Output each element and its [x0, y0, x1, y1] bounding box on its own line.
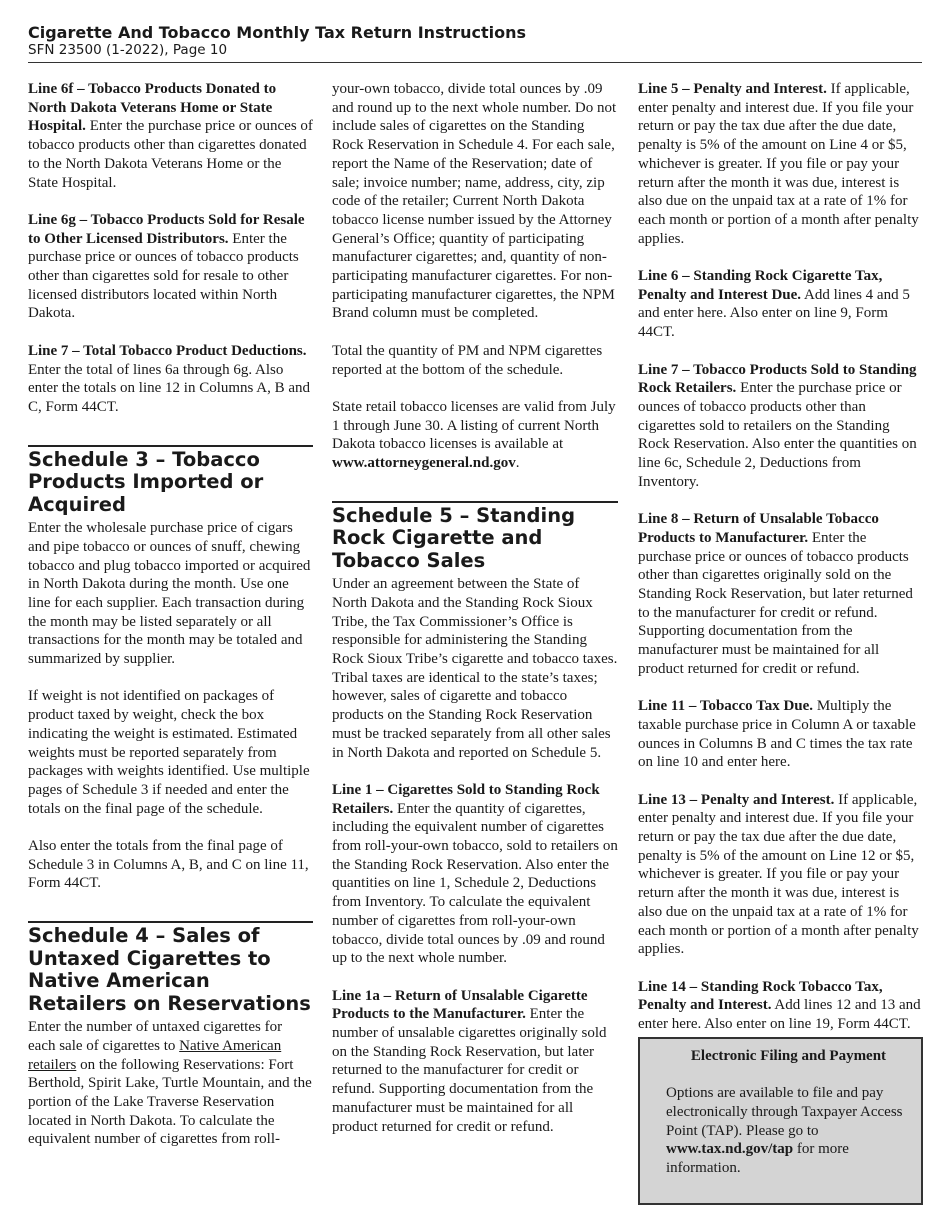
licenses-paragraph — [332, 398, 618, 473]
sr-line-5-body: If applicable, enter penalty and interest due. If you file your return or pay the tax due after the due date, penalty is 5% of the amount on Line 4 or $5, whichever is greater. If you file or pay your return after the month it was due, interest is also due on the unpaid tax at a rate of 1% for each month or portion of a month after penalty applies. — [638, 81, 919, 247]
native-american-retailers-link[interactable]: Native American retailers — [28, 1037, 282, 1073]
schedule-4-heading: Schedule 4 – Sales of Untaxed Cigarettes to Native American Retailers on Reservations — [28, 921, 313, 1015]
schedule-5-paragraph: Under an agreement between the State of North Dakota and the Standing Rock Sioux Tribe, the Tax Commissioner’s Office is responsible for administering the Standing Rock Sioux Tribe’s cigarette and tobacco taxes. Tribal taxes are identical to the state’s taxes; however, sales of cigarette and tobacco products on the Standing Rock Reservation must be tracked separately from all other sales in North Dakota and reported on Schedule 5. — [332, 576, 618, 761]
line-1a-paragraph — [332, 987, 618, 1137]
schedule-4-paragraph — [28, 1018, 313, 1149]
sr-line-11-heading: Line 11 – Tobacco Tax Due. — [638, 698, 814, 715]
line-6g-paragraph — [28, 211, 313, 323]
sr-line-7-body: Enter the purchase price or ounces of tobacco products other than cigarettes sold to retailers on the Standing Rock Reservation. Also enter the quantities on line 6c, Schedule 2, Deductions from Inventory. — [638, 380, 917, 490]
electronic-filing-title: Electronic Filing and Payment — [690, 1047, 887, 1064]
licenses-text: State retail tobacco licenses are valid from July 1 through June 30. A listing of current North Dakota tobacco licenses is available at — [332, 398, 616, 453]
line-1-heading: Line 1 – Cigarettes Sold to Standing Rock Retailers. — [332, 781, 600, 817]
line-6g-body: Enter the purchase price or ounces of tobacco products other than cigarettes sold for resale to other licensed distributors located within North Dakota. — [28, 230, 299, 322]
electronic-filing-text: Options are available to file and pay electronically through Taxpayer Access Point (TAP). Please go to — [666, 1085, 903, 1139]
schedule-3-paragraph-3: Also enter the totals from the final page of Schedule 3 in Columns A, B, and C on line 11, Form 44CT. — [28, 838, 309, 892]
schedule-4-text-after: on the following Reservations: Fort Berthold, Spirit Lake, Turtle Mountain, and the portion of the Lake Traverse Reservation located in North Dakota. To calculate the equivalent number of cigarettes from roll- — [28, 1056, 312, 1148]
schedule-3-paragraph-1: Enter the wholesale purchase price of cigars and pipe tobacco or ounces of snuff, chewing tobacco and plug tobacco imported or acquired in North Dakota during the month. Use one line for each supplier. Each transaction during the month may be listed separately or all transactions for the month may be totaled and summarized by supplier. — [28, 520, 311, 668]
electronic-filing-end: for more information. — [666, 1141, 849, 1176]
schedule-4-continued: your-own tobacco, divide total ounces by .09 and round up to the next whole number. Do not include sales of cigarettes on the Standing Rock Reservation in Schedule 4. For each sale, report the Name of the Reservation; date of sale; invoice number; name, address, city, zip code of the retailer; Current North Dakota tobacco license number issued by the Attorney General’s Office; quantity of participating manufacturer cigarettes; and, quantity of non-participating manufacturer cigarettes. For non-participating manufacturer cigarettes, the NPM Brand column must be completed. — [332, 81, 617, 322]
attorney-general-link[interactable]: www.attorneygeneral.nd.gov — [332, 455, 516, 472]
sr-line-14-body: Add lines 12 and 13 and enter here. Also enter on line 19, Form 44CT. — [638, 997, 921, 1033]
line-7-body: Enter the total of lines 6a through 6g. Also enter the totals on line 12 in Columns A, B and C, Form 44CT. — [28, 361, 311, 415]
sr-line-6-heading: Line 6 – Standing Rock Cigarette Tax, Penalty and Interest Due. — [638, 268, 883, 303]
electronic-filing-box — [638, 1037, 923, 1206]
line-6g-heading: Line 6g – Tobacco Products Sold for Resale to Other Licensed Distributors. — [28, 211, 305, 247]
line-1a-body: Enter the number of unsalable cigarettes originally sold on the Standing Rock Reservation, but later returned to the manufacturer for credit or refund. Supporting documentation from the manufacturer must be maintained for all product returned for credit or refund. — [332, 1006, 607, 1135]
total-pm-npm-paragraph: Total the quantity of PM and NPM cigarettes reported at the bottom of the schedule. — [332, 342, 603, 378]
electronic-filing-body — [666, 1084, 911, 1178]
sr-line-11-body: Multiply the taxable purchase price in Column A or taxable ounces in Columns B and C times the tax rate on line 10 and enter here. — [638, 698, 916, 771]
schedule-4-text-before: Enter the number of untaxed cigarettes for each sale of cigarettes to — [28, 1019, 283, 1054]
column-middle — [332, 80, 618, 1155]
line-1a-heading: Line 1a – Return of Unsalable Cigarette Products to the Manufacturer. — [332, 987, 588, 1023]
sr-line-8-paragraph — [638, 510, 923, 678]
schedule-3-heading: Schedule 3 – Tobacco Products Imported or Acquired — [28, 445, 313, 517]
line-7-heading: Line 7 – Total Tobacco Product Deductions. — [28, 342, 307, 359]
schedule-5-heading: Schedule 5 – Standing Rock Cigarette and Tobacco Sales — [332, 501, 618, 573]
sr-line-8-body: Enter the purchase price or ounces of tobacco products other than cigarettes originally sold on the Standing Rock Reservation, but later returned to the manufacturer for credit or refund. Supporting documentation from the manufacturer must be maintained for all product returned for credit or refund. — [638, 529, 913, 677]
sr-line-13-paragraph — [638, 791, 923, 959]
page-subtitle: SFN 23500 (1-2022), Page 10 — [28, 42, 228, 58]
sr-line-7-heading: Line 7 – Tobacco Products Sold to Standing Rock Retailers. — [638, 361, 917, 397]
line-1-paragraph — [332, 781, 618, 968]
page-header — [28, 24, 922, 59]
sr-line-14-paragraph — [638, 978, 923, 1034]
sr-line-13-body: If applicable, enter penalty and interest due. If you file your return or pay the tax due after the due date, penalty is 5% of the amount on Line 12 or $5, whichever is greater. If you file or pay your return after the month it was due, interest is also due on the unpaid tax at a rate of 1% for each month or portion of a month after penalty applies. — [638, 791, 919, 958]
sr-line-7-paragraph — [638, 361, 923, 492]
sr-line-14-heading: Line 14 – Standing Rock Tobacco Tax, Penalty and Interest. — [638, 978, 883, 1014]
column-left — [28, 80, 313, 1168]
column-right — [638, 80, 923, 1205]
sr-line-8-heading: Line 8 – Return of Unsalable Tobacco Products to Manufacturer. — [638, 511, 879, 546]
line-6f-body: Enter the purchase price or ounces of tobacco products other than cigarettes donated to the North Dakota Veterans Home or the State Hospital. — [28, 118, 313, 191]
licenses-end: . — [515, 455, 520, 472]
sr-line-5-heading: Line 5 – Penalty and Interest. — [638, 81, 827, 97]
page-title: Cigarette And Tobacco Monthly Tax Return Instructions — [28, 23, 527, 42]
line-6f-heading: Line 6f – Tobacco Products Donated to North Dakota Veterans Home or State Hospital. — [28, 81, 277, 135]
sr-line-13-heading: Line 13 – Penalty and Interest. — [638, 791, 835, 808]
line-1-body: Enter the quantity of cigarettes, including the equivalent number of cigarettes from roll-your-own tobacco, sold to retailers on the Standing Rock Reservation. Also enter the quantities on line 1, Schedule 2, Deductions from Inventory. To calculate the equivalent number of cigarettes from roll-your-own tobacco, divide total ounces by .09 and round up to the next whole number. — [332, 800, 618, 967]
sr-line-5-paragraph — [638, 80, 923, 248]
schedule-3-paragraph-2: If weight is not identified on packages of product taxed by weight, check the box indicating the weight is estimated. Estimated weights must be reported separately from packages with weights identified. Use multiple pages of Schedule 3 if needed and enter the totals on the final page of the schedule. — [28, 688, 310, 817]
line-6f-paragraph — [28, 80, 313, 192]
sr-line-6-body: Add lines 4 and 5 and enter here. Also enter on line 9, Form 44CT. — [638, 286, 910, 341]
sr-line-11-paragraph — [638, 697, 923, 772]
header-divider — [28, 62, 922, 63]
tap-link[interactable]: www.tax.nd.gov/tap — [666, 1141, 794, 1158]
sr-line-6-paragraph — [638, 267, 923, 342]
line-7-paragraph — [28, 342, 313, 417]
